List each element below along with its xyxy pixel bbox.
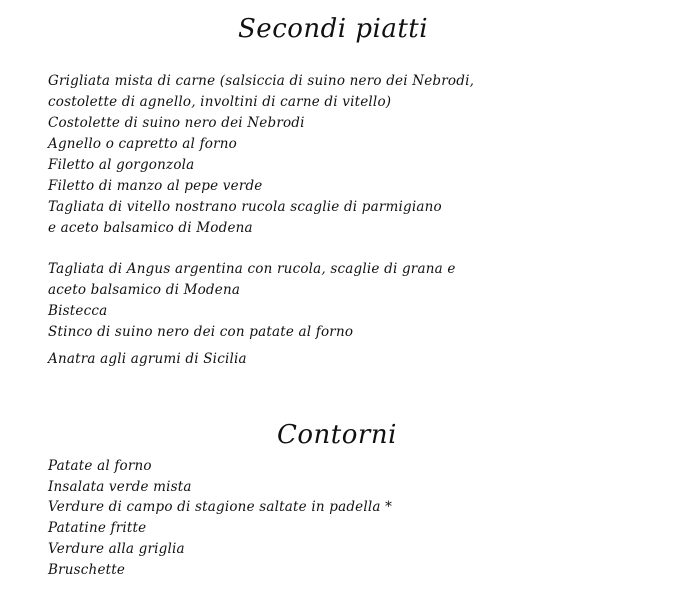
menu-line: Bistecca xyxy=(48,303,108,319)
menu-line: Grigliata mista di carne (salsiccia di suino nero dei Nebrodi, xyxy=(48,73,475,89)
menu-line: e aceto balsamico di Modena xyxy=(48,220,253,236)
menu-line: Insalata verde mista xyxy=(48,479,192,495)
menu-line: Verdure di campo di stagione saltate in padella * xyxy=(48,499,393,515)
menu-line: Agnello o capretto al forno xyxy=(48,136,237,152)
menu-line: Filetto di manzo al pepe verde xyxy=(48,178,263,194)
menu-line: Bruschette xyxy=(48,562,126,578)
contorni-title: Contorni xyxy=(277,420,397,450)
menu-line: Costolette di suino nero dei Nebrodi xyxy=(48,115,305,131)
menu-line: Tagliata di vitello nostrano rucola scaglie di parmigiano xyxy=(48,199,442,215)
menu-line: Stinco di suino nero dei con patate al forno xyxy=(48,324,354,340)
menu-line: Filetto al gorgonzola xyxy=(48,157,195,173)
menu-line: Patate al forno xyxy=(48,458,152,474)
secondi-piatti-title: Secondi piatti xyxy=(238,14,429,44)
menu-line: aceto balsamico di Modena xyxy=(48,282,241,298)
menu-line: Patatine fritte xyxy=(48,520,147,536)
menu-line: Anatra agli agrumi di Sicilia xyxy=(48,351,247,367)
menu-line: Tagliata di Angus argentina con rucola, scaglie di grana e xyxy=(48,261,456,277)
menu-line: costolette di agnello, involtini di carne di vitello) xyxy=(48,94,392,110)
menu-line: Verdure alla griglia xyxy=(48,541,185,557)
